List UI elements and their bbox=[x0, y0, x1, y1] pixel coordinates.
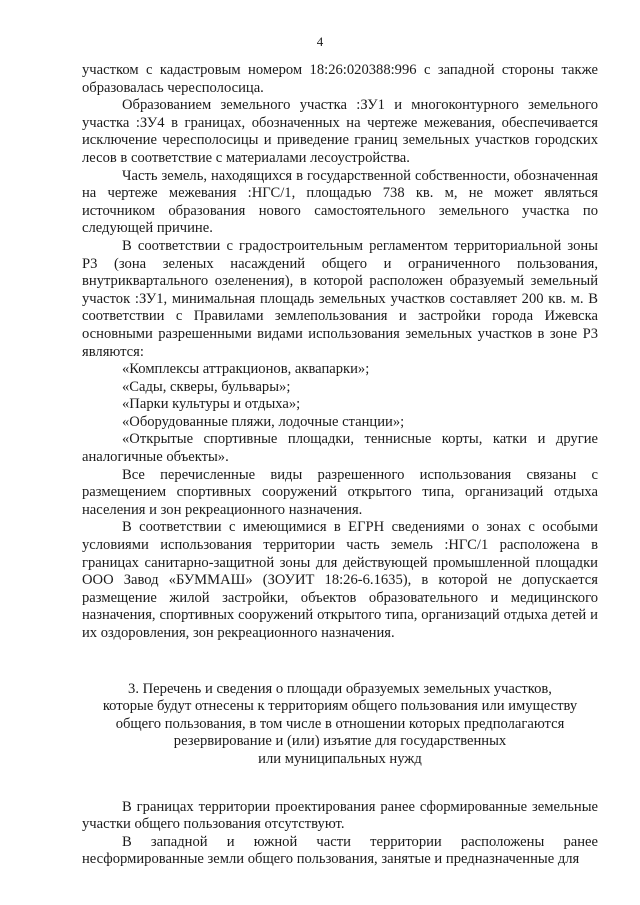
paragraph: В границах территории проектирования ранее сформированные земельные участки общего пользования отсутствуют. bbox=[82, 798, 598, 833]
list-item: «Оборудованные пляжи, лодочные станции»; bbox=[122, 413, 405, 430]
paragraph: Все перечисленные виды разрешенного использования связаны с размещением спортивных сооружений открытого типа, организаций отдыха населения и зон рекреационного назначения. bbox=[82, 466, 598, 518]
paragraphs-before bbox=[82, 62, 598, 643]
section-heading-line: или муниципальных нужд bbox=[258, 750, 422, 767]
section-heading-line: общего пользования, в том числе в отношении которых предполагаются bbox=[115, 715, 565, 732]
list-item: «Комплексы аттракционов, аквапарки»; bbox=[122, 361, 370, 378]
list-item: «Сады, скверы, бульвары»; bbox=[122, 378, 291, 395]
paragraph: В соответствии с градостроительным регламентом территориальной зоны Р3 (зона зеленых насаждений общего и ограниченного пользования, внутриквартального озеленения), в которой расположен образуемый земельный участок :ЗУ1, минимальная площадь земельных участков составляет 200 кв. м. В соответствии с Правилами землепользования и застройки города Ижевска основными разрешенными видами использования земельных участков в зоне Р3 являются: bbox=[82, 237, 598, 360]
paragraph: В западной и южной части территории расположены ранее несформированные земли общего пользования, занятые и предназначенные для bbox=[82, 833, 598, 868]
section-heading-line: которые будут отнесены к территориям общего пользования или имуществу bbox=[102, 698, 578, 715]
list-item: «Парки культуры и отдыха»; bbox=[122, 396, 301, 413]
paragraph: Образованием земельного участка :ЗУ1 и многоконтурного земельного участка :ЗУ4 в границах, обозначенных на чертеже межевания, обеспечивается исключение чересполосицы и приведение границ земельных участков городских лесов в соответствие с материалами лесоустройства. bbox=[82, 97, 598, 166]
list-item: «Открытые спортивные площадки, теннисные корты, катки и другие аналогичные объекты». bbox=[82, 431, 598, 466]
section-heading-line: резервирование и (или) изъятие для государственных bbox=[173, 733, 507, 750]
section-heading bbox=[82, 681, 598, 769]
paragraph: В соответствии с имеющимися в ЕГРН сведениями о зонах с особыми условиями использования территории часть земель :НГС/1 расположена в границах санитарно-защитной зоны для действующей промышленной площадки ООО Завод «БУММАШ» (ЗОУИТ 18:26-6.1635), в которой не допускается размещение жилой застройки, объектов образовательного и медицинского назначения, спортивных сооружений открытого типа, организаций отдыха детей и их оздоровления, зон рекреационного назначения. bbox=[82, 519, 598, 641]
paragraph: Часть земель, находящихся в государственной собственности, обозначенная на чертеже межевания :НГС/1, площадью 738 кв. м, не может являться источником образования нового самостоятельного земельного участка по следующей причине. bbox=[82, 167, 598, 237]
page-number: 4 bbox=[316, 34, 324, 49]
document-body bbox=[82, 62, 598, 869]
section-heading-line: 3. Перечень и сведения о площади образуемых земельных участков, bbox=[128, 680, 552, 697]
paragraphs-after bbox=[82, 799, 598, 869]
paragraph: участком с кадастровым номером 18:26:020388:996 с западной стороны также образовалась чересполосица. bbox=[82, 62, 598, 96]
